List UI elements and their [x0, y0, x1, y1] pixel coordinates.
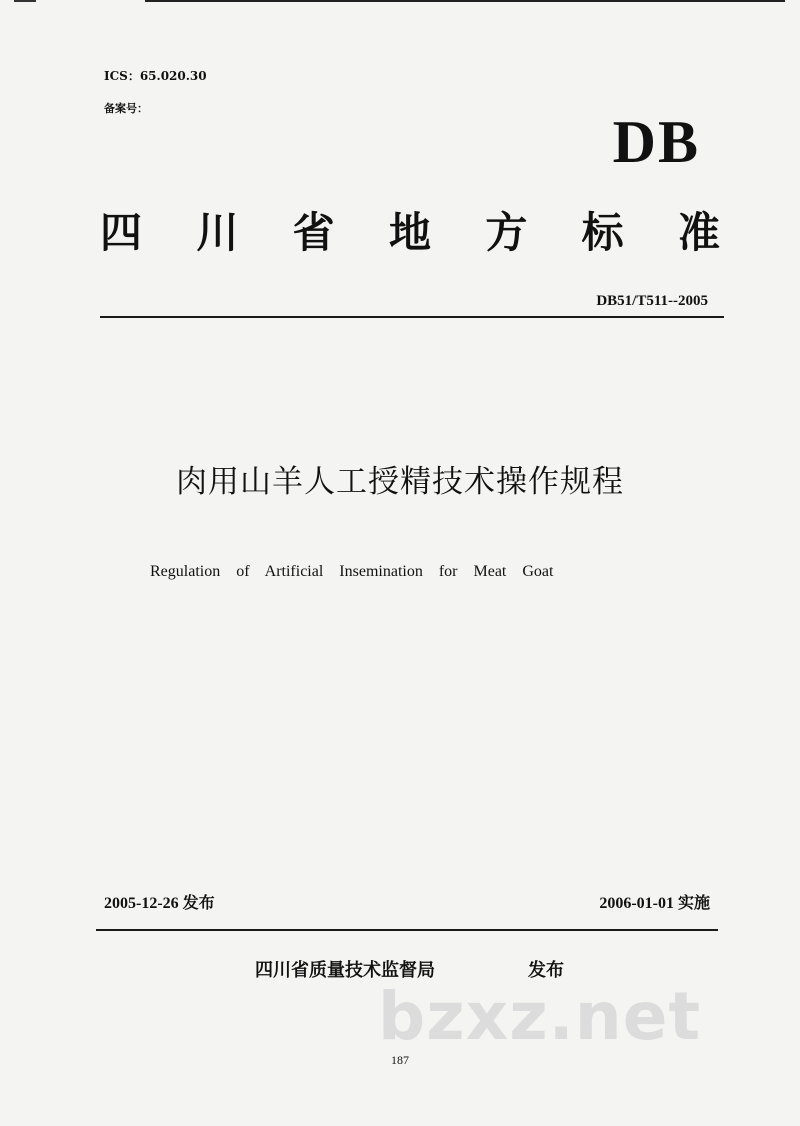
document-title-chinese: 肉用山羊人工授精技术操作规程	[176, 464, 624, 500]
page-number: 187	[391, 1053, 409, 1067]
footer-divider	[96, 929, 718, 931]
standard-type-title	[100, 200, 720, 260]
standard-title-char: 地	[388, 208, 431, 257]
issuing-label: 发布	[528, 960, 564, 981]
top-border-line	[145, 0, 785, 2]
site-watermark: bzxz.net	[378, 978, 702, 1055]
record-number-label: 备案号：	[104, 102, 148, 115]
standard-title-char: 方	[485, 208, 528, 257]
standard-title-char: 准	[677, 208, 720, 257]
standard-number: DB51/T511--2005	[596, 293, 708, 309]
document-title-english: Regulation of Artificial Insemination for Meat Goat	[150, 563, 554, 580]
scan-mark	[14, 0, 36, 2]
standard-title-char: 川	[196, 208, 239, 257]
db-logo: DB	[612, 109, 700, 175]
ics-code: ICS：65.020.30	[104, 69, 207, 83]
standard-title-char: 省	[292, 208, 335, 257]
implementation-date: 2006-01-01 实施	[599, 895, 710, 912]
standard-title-char: 标	[581, 208, 624, 257]
issuing-authority: 四川省质量技术监督局	[255, 960, 435, 981]
publish-date: 2005-12-26 发布	[104, 895, 215, 912]
standard-title-char: 四	[100, 208, 143, 257]
header-divider	[100, 316, 724, 318]
